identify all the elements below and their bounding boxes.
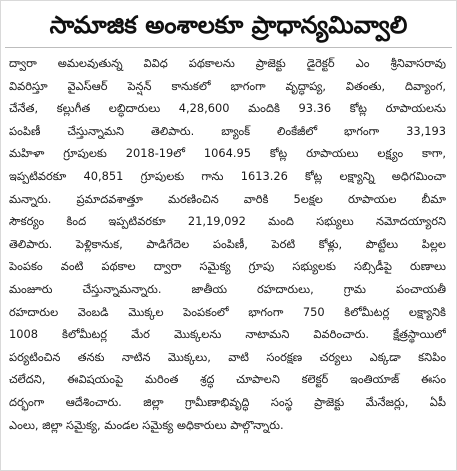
article-line: మహిళా గ్రూపులకు 2018-19లో 1064.95 కోట్ల రూపాయలు లక్ష్యం కాగా, [9, 146, 446, 161]
article-body [1, 52, 456, 436]
article-line: చలేదని, ఈవిషయంపై మరింత శ్రద్ధ చూపాలని కలెక్టర్ ఇంతియాజ్ ఈసం [9, 372, 446, 387]
headline-divider [5, 47, 452, 48]
article-line: ఇప్పటివరకూ 40,851 గ్రూపులకు గాను 1613.26 కోట్ల లక్ష్యాన్ని అధిగమించా [9, 168, 446, 183]
article-line: సౌకర్యం కింద ఇప్పటివరకూ 21,19,092 మంది సభ్యులు నమోదయ్యారని [9, 214, 446, 229]
article-line: రహదారుల వెంబడి మొక్కల పెంపకంలో భాగంగా 750 కిలోమీటర్ల లక్ష్యానికి [9, 304, 446, 319]
article-line: మంజూరు చేస్తున్నామన్నారు. జాతీయ రహదారులు, గ్రామ పంచాయతీ [9, 281, 446, 296]
article-line: పెంపకం వంటి పథకాల ద్వారా సమైక్య గ్రూపు సభ్యులకు సబ్సిడీపై రుణాలు [9, 259, 446, 274]
article-line: వివరిస్తూ వైఎస్ఆర్ పెన్షన్ కానుకలో భాగంగా వృద్ధాప్య, వితంతు, దివ్యాంగ, [9, 78, 446, 93]
article-line: చేనేత, కల్లుగీత లబ్ధిదారులు 4,28,600 మందికి 93.36 కోట్ల రూపాయలను [9, 101, 446, 116]
article-line: పంపిణీ చేస్తున్నామని తెలిపారు. బ్యాంక్ లింకేజీలో భాగంగా 33,193 [9, 123, 446, 138]
article-line: ఎంలు, జిల్లా సమైక్య, మండల సమైక్య అధికారులు పాల్గొన్నారు. [9, 417, 284, 432]
article-line: మన్నారు. ప్రమాదవశాత్తూ మరణించిన వారికి 5లక్షల రూపాయల బీమా [9, 191, 446, 206]
article-line: దర్భంగా ఆదేశించారు. జిల్లా గ్రామీణాభివృద్ధి సంస్థ ప్రాజెక్టు మేనేజర్లు, ఏపీ [9, 394, 446, 409]
article-line: ద్వారా అమలవుతున్న వివిధ పథకాలను ప్రాజెక్టు డైరెక్టర్ ఎం శ్రీనివాసరావు [9, 56, 446, 70]
article-line: పర్యటించిన తనకు నాటిన మొక్కలు, వాటి సంరక్షణ చర్యలు ఎక్కడా కనిపిం [9, 349, 446, 364]
article-line: తెలిపారు. పెళ్లికానుక, పాడిగేదెల పంపిణీ, పెరటి కోళ్లు, పొట్టేలు పిల్లల [9, 236, 446, 251]
article-line: 1008 కిలోమీటర్ల మేర మొక్కలను నాటామని వివరించారు. క్షేత్రస్థాయిలో [9, 327, 446, 342]
article-headline: సామాజిక అంశాలకూ ప్రాధాన్యమివ్వాలి [49, 11, 408, 39]
